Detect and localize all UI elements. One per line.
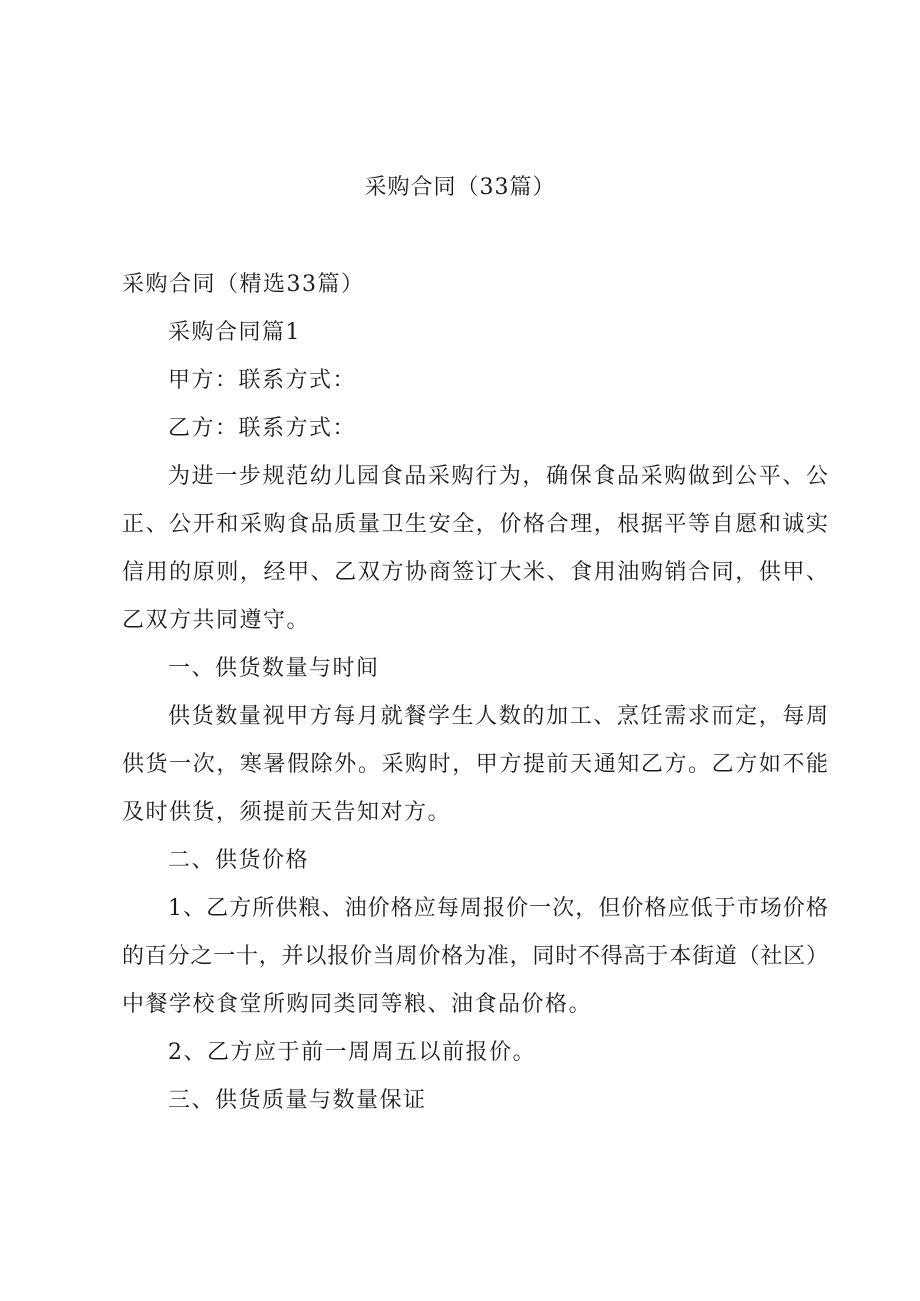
intro-paragraph-line: 信用的原则，经甲、乙双方协商签订大米、食用油购销合同，供甲、: [122, 560, 828, 585]
supply-quantity-line: 供货数量视甲方每月就餐学生人数的加工、烹饪需求而定，每周: [168, 704, 828, 729]
supply-quantity-line: 及时供货，须提前天告知对方。: [122, 800, 452, 825]
document-subtitle: 采购合同（精选33篇）: [122, 272, 365, 297]
heading-quality-guarantee: 三、供货质量与数量保证: [168, 1088, 427, 1113]
heading-supply-price: 二、供货价格: [168, 848, 310, 873]
supply-price-line: 的百分之一十，并以报价当周价格为准，同时不得高于本街道（社区）: [122, 944, 828, 969]
heading-supply-quantity: 一、供货数量与时间: [168, 656, 380, 681]
intro-paragraph-line: 乙双方共同遵守。: [122, 608, 311, 633]
party-a-line: 甲方：联系方式：: [168, 368, 357, 393]
supply-quantity-line: 供货一次，寒暑假除外。采购时，甲方提前天通知乙方。乙方如不能: [122, 752, 828, 777]
document-title: 采购合同（33篇）: [364, 175, 556, 200]
intro-paragraph-line: 为进一步规范幼儿园食品采购行为，确保食品采购做到公平、公: [168, 464, 828, 489]
intro-paragraph-line: 正、公开和采购食品质量卫生安全，价格合理，根据平等自愿和诚实: [122, 512, 828, 537]
party-b-line: 乙方：联系方式：: [168, 416, 357, 441]
supply-price-line: 中餐学校食堂所购同类同等粮、油食品价格。: [122, 992, 593, 1017]
quote-deadline-line: 2、乙方应于前一周周五以前报价。: [168, 1040, 536, 1065]
section-heading: 采购合同篇1: [168, 320, 301, 345]
supply-price-line: 1、乙方所供粮、油价格应每周报价一次，但价格应低于市场价格: [168, 896, 828, 921]
